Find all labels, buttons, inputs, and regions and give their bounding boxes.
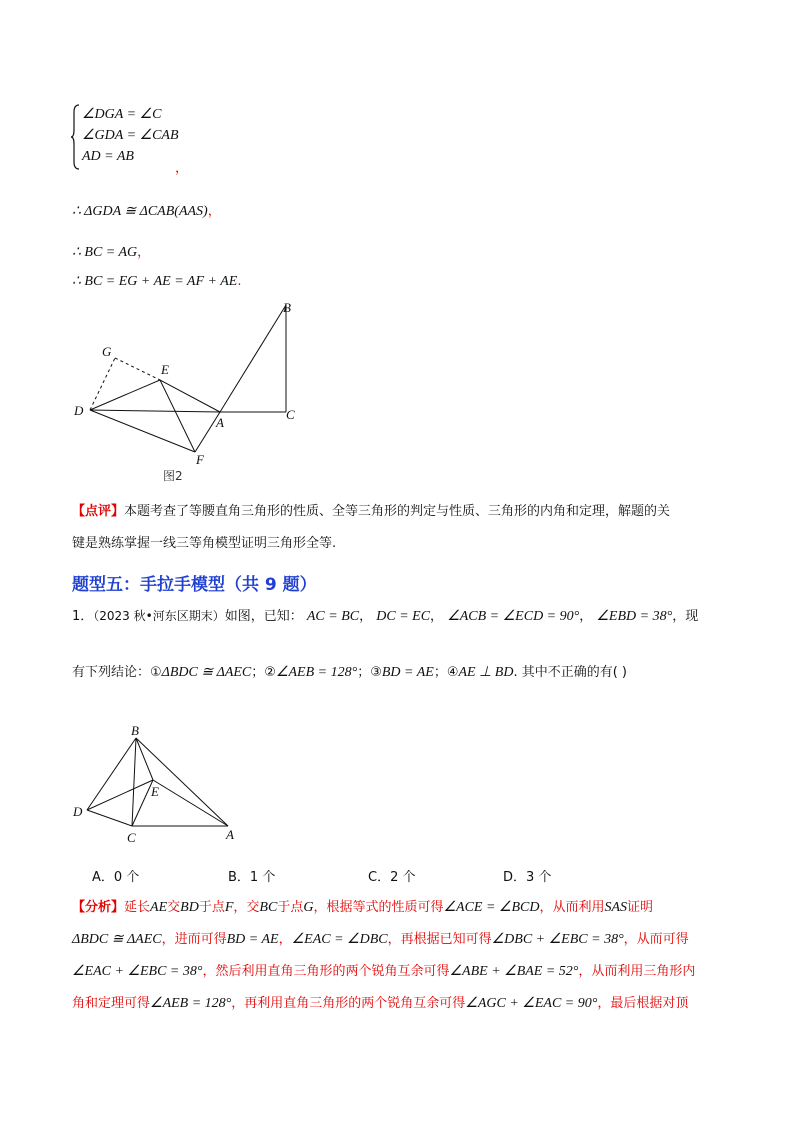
option-a[interactable]: A．0 个 — [92, 870, 140, 885]
fig1-label-e: E — [151, 784, 159, 799]
question-source: （2023 秋•河东区期末） — [93, 609, 225, 623]
analysis-math: BC — [259, 900, 278, 915]
segment-df — [90, 410, 195, 452]
dashed-ge — [115, 358, 160, 380]
line-1-tail: ，现 — [672, 609, 699, 624]
sum-bc-end: . — [237, 274, 242, 289]
analysis-text: ，再利用直角三角形的两个锐角互余可得 — [231, 996, 466, 1011]
analysis-math: ∠EAC = ∠DBC — [291, 932, 388, 947]
cond-ebd: ∠EBD = 38° — [596, 609, 673, 624]
label-a: A — [216, 415, 224, 430]
analysis-text: ， — [278, 932, 292, 947]
analysis-math: AE — [150, 900, 168, 915]
conclusion-4: AE ⊥ BD — [458, 665, 514, 680]
system-eq-2: ∠GDA = ∠CAB — [82, 128, 179, 143]
comment-line-1 — [72, 496, 670, 528]
analysis-line-1 — [72, 892, 653, 924]
question-intro: 如图，已知： — [224, 609, 303, 624]
segment-bc — [132, 738, 136, 826]
fig1-label-c: C — [127, 830, 136, 845]
line-2-tail: . 其中不正确的有 — [513, 665, 613, 680]
system-end-comma: ， — [175, 161, 189, 176]
analysis-math: ∠ACE = ∠BCD — [443, 900, 540, 915]
congruence-statement: ∴ ΔGDA ≅ ΔCAB(AAS) — [72, 204, 208, 219]
sum-bc-statement: ∴ BC = EG + AE = AF + AE — [72, 274, 238, 289]
conclusion-1: ΔBDC ≅ ΔAEC — [161, 665, 252, 680]
analysis-math: SAS — [604, 900, 628, 915]
analysis-text: ，根据等式的性质可得 — [313, 900, 444, 915]
conclusions-lead: 有下列结论：① — [72, 665, 162, 680]
segment-ea — [160, 380, 220, 412]
left-brace-icon — [70, 104, 80, 170]
question-1-line-2 — [72, 657, 627, 689]
fig1-label-d: D — [73, 804, 83, 819]
proof-system — [82, 104, 179, 167]
figure-1 — [65, 722, 255, 852]
answer-bracket: ( ) — [612, 665, 627, 680]
comment-tag: 【点评】 — [72, 504, 125, 519]
label-f: F — [196, 452, 204, 467]
system-eq-1: ∠DGA = ∠C — [82, 107, 162, 122]
analysis-line-2 — [72, 924, 689, 956]
option-b[interactable]: B．1 个 — [228, 870, 276, 885]
fig1-label-b: B — [131, 723, 139, 738]
section-title: 题型五：手拉手模型（共 9 题） — [72, 575, 317, 595]
label-e: E — [161, 362, 169, 377]
comment-text-1: 本题考查了等腰直角三角形的性质、全等三角形的判定与性质、三角形的内角和定理，解题的关 — [124, 504, 671, 519]
cond-dc-ec: DC = EC — [376, 609, 431, 624]
segment-ef — [160, 380, 195, 452]
label-d: D — [74, 403, 84, 418]
analysis-math: ∠AGC + ∠EAC = 90° — [465, 996, 598, 1011]
segment-be — [136, 738, 153, 780]
dashed-dg — [90, 358, 115, 410]
comment-line-2: 键是熟练掌握一线三等角模型证明三角形全等. — [72, 536, 337, 551]
congruence-end: ， — [207, 204, 221, 219]
equal-bc-end: ， — [137, 245, 151, 260]
segment-ba — [220, 305, 286, 412]
analysis-text: ，从而可得 — [623, 932, 689, 947]
label-g: G — [102, 344, 112, 359]
analysis-text: 角和定理可得 — [72, 996, 151, 1011]
analysis-text: ，进而可得 — [161, 932, 227, 947]
segment-dc — [87, 810, 132, 826]
congruence-line — [72, 200, 221, 220]
analysis-line-4 — [72, 988, 688, 1020]
conclusion-2: ∠AEB = 128° — [275, 665, 358, 680]
option-c[interactable]: C．2 个 — [368, 870, 416, 885]
segment-da — [90, 410, 220, 412]
analysis-text: ，交 — [233, 900, 260, 915]
fig1-label-a: A — [226, 827, 234, 842]
analysis-math: F — [224, 900, 234, 915]
analysis-math: G — [303, 900, 314, 915]
conclusion-3: BD = AE — [381, 665, 434, 680]
analysis-text: ，从而利用三角形内 — [578, 964, 696, 979]
analysis-text: 于点 — [277, 900, 304, 915]
question-number: 1． — [72, 609, 94, 624]
cond-right-angles: ∠ACB = ∠ECD = 90° — [447, 609, 580, 624]
analysis-text: ，最后根据对顶 — [597, 996, 689, 1011]
analysis-text: ，从而利用 — [539, 900, 605, 915]
question-1-line-1: 1．（2023 秋•河东区期末）如图，已知： AC = BC， DC = EC， ∠ACB = ∠ECD = 90°， ∠EBD = 38°，现 — [72, 609, 699, 624]
analysis-text: ，然后利用直角三角形的两个锐角互余可得 — [202, 964, 450, 979]
segment-de — [90, 380, 160, 410]
analysis-text: 延长 — [124, 900, 151, 915]
equal-bc-line — [72, 241, 150, 261]
figure-2-caption: 图2 — [163, 469, 183, 483]
label-b: B — [283, 300, 291, 315]
analysis-math: ∠AEB = 128° — [150, 996, 232, 1011]
analysis-text: 于点 — [198, 900, 225, 915]
analysis-math: ∠EAC + ∠EBC = 38° — [72, 964, 203, 979]
analysis-math: ∠ABE + ∠BAE = 52° — [449, 964, 579, 979]
system-eq-3: AD = AB — [82, 149, 134, 164]
analysis-text: 交 — [167, 900, 181, 915]
option-d[interactable]: D．3 个 — [503, 870, 552, 885]
analysis-text: 证明 — [627, 900, 654, 915]
sep-3: ；③ — [357, 665, 382, 680]
equal-bc-statement: ∴ BC = AG — [72, 245, 138, 260]
analysis-math: BD = AE — [226, 932, 279, 947]
sep-4: ；④ — [433, 665, 459, 680]
segment-ce — [132, 780, 153, 826]
analysis-text: ，再根据已知可得 — [387, 932, 492, 947]
sep-2: ；② — [251, 665, 276, 680]
analysis-math: ΔBDC ≅ ΔAEC — [72, 932, 162, 947]
sum-bc-line — [72, 270, 241, 290]
cond-ac-bc: AC = BC — [306, 609, 360, 624]
figure-2 — [60, 290, 320, 480]
analysis-math: BD — [180, 900, 199, 915]
proof-brace — [70, 104, 80, 174]
label-c: C — [286, 407, 295, 422]
segment-ea — [153, 780, 228, 826]
analysis-line-3 — [72, 956, 695, 988]
analysis-tag: 【分析】 — [72, 900, 125, 915]
analysis-math: ∠DBC + ∠EBC = 38° — [491, 932, 624, 947]
